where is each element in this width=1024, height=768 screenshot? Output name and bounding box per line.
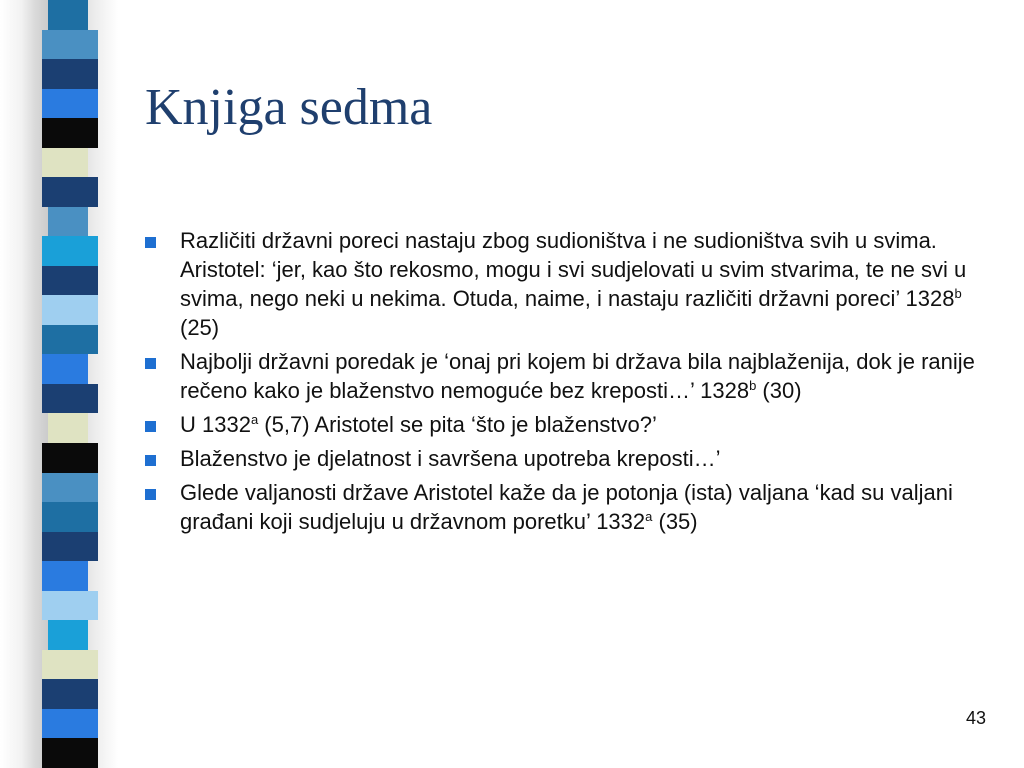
stripe-segment xyxy=(42,236,98,266)
bullet-item-5 xyxy=(143,478,998,536)
bullet-superscript: b xyxy=(749,378,757,393)
stripe-segment xyxy=(42,384,98,414)
stripe-segment xyxy=(42,650,98,680)
stripe-segment xyxy=(42,354,88,384)
bullet-list xyxy=(143,226,998,541)
bullet-text: Različiti državni poreci nastaju zbog sudioništva i ne sudioništva svih u svima. Aristotel: ‘jer, kao što rekosmo, mogu i svi sudjelovati u svim stvarima, te ne svi u svima, nego neki u nekima. Otuda, naime, i nastaju različiti državni poreci’ 1328 xyxy=(180,228,967,311)
square-bullet-icon xyxy=(145,358,156,369)
page-number: 43 xyxy=(965,708,986,728)
stripe-segment xyxy=(42,502,98,532)
stripe-segment xyxy=(42,59,98,89)
stripe-segment xyxy=(42,443,98,473)
bullet-text: Glede valjanosti države Aristotel kaže da je potonja (ista) valjana ‘kad su valjani građani koji sudjeluju u državnom poretku’ 1332 xyxy=(180,480,953,534)
square-bullet-icon xyxy=(145,455,156,466)
square-bullet-icon xyxy=(145,421,156,432)
bullet-tail: (5,7) Aristotel se pita ‘što je blaženstvo?’ xyxy=(258,412,657,437)
stripe-segment xyxy=(42,679,98,709)
bullet-tail: (35) xyxy=(652,509,698,534)
stripe-segment xyxy=(42,561,88,591)
bullet-item-4 xyxy=(143,444,998,473)
stripe-segment xyxy=(42,148,88,178)
bullet-tail: (30) xyxy=(756,378,802,403)
bullet-item-3 xyxy=(143,410,998,439)
stripe-segment xyxy=(42,473,98,503)
stripe-segment xyxy=(42,709,98,739)
bullet-item-2 xyxy=(143,347,998,405)
stripe-segment xyxy=(42,325,98,355)
stripe-segment xyxy=(42,177,98,207)
stripe-segment xyxy=(42,266,98,296)
bullet-superscript: a xyxy=(645,509,653,524)
stripe-segment xyxy=(42,295,98,325)
stripe-segment xyxy=(42,118,98,148)
stripe-segment xyxy=(42,30,98,60)
bullet-superscript: a xyxy=(250,412,259,427)
bullet-item-1 xyxy=(143,226,998,342)
stripe-segment xyxy=(42,738,98,768)
stripe-segment xyxy=(48,0,88,30)
stripe-segment xyxy=(42,89,98,119)
stripe-segment xyxy=(48,413,88,443)
bullet-text: Blaženstvo je djelatnost i savršena upotreba kreposti…’ xyxy=(180,446,721,471)
square-bullet-icon xyxy=(145,237,156,248)
stripe-segment xyxy=(48,207,88,237)
square-bullet-icon xyxy=(145,489,156,500)
bullet-text: Najbolji državni poredak je ‘onaj pri kojem bi država bila najblaženija, dok je ranije rečeno kako je blaženstvo nemoguće bez kreposti…’ 1328 xyxy=(180,349,975,403)
bullet-text: U 1332 xyxy=(180,412,251,437)
stripe-segment xyxy=(42,591,98,621)
decorative-side-stripes xyxy=(42,0,98,768)
stripe-segment xyxy=(42,532,98,562)
stripe-segment xyxy=(48,620,88,650)
slide-title: Knjiga sedma xyxy=(145,79,433,136)
bullet-superscript: b xyxy=(954,286,962,301)
bullet-tail: (25) xyxy=(180,315,220,340)
